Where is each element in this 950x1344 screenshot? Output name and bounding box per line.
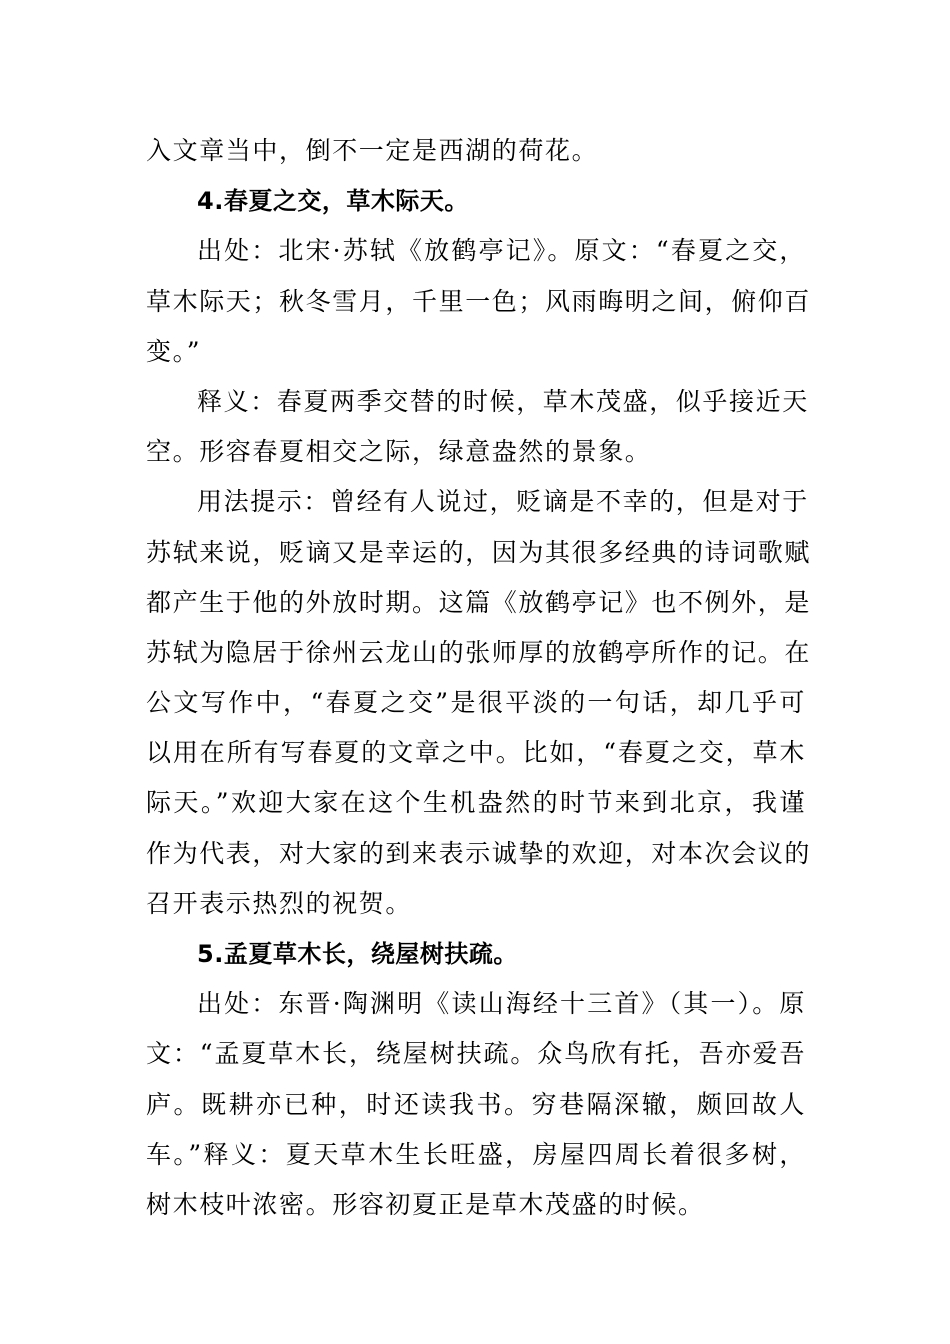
paragraph-line: 文：“孟夏草木长，绕屋树扶疏。众鸟欣有托，吾亦爱吾: [146, 1039, 806, 1069]
paragraph-line: 草木际天；秋冬雪月，千里一色；风雨晦明之间，俯仰百: [146, 286, 812, 316]
paragraph-line: 作为代表，对大家的到来表示诚挚的欢迎，对本次会议的: [146, 838, 812, 868]
paragraph-line: 苏轼为隐居于徐州云龙山的张师厚的放鹤亭所作的记。在: [146, 637, 812, 667]
paragraph-line: 释义：春夏两季交替的时候，草木茂盛，似乎接近天: [197, 386, 809, 416]
document-body: [146, 126, 812, 1230]
paragraph-line: 出处：东晋·陶渊明《读山海经十三首》（其一）。原: [197, 989, 806, 1019]
paragraph-line: 出处：北宋·苏轼《放鹤亭记》。原文：“春夏之交，: [197, 236, 806, 266]
paragraph-line: 车。”释义：夏天草木生长旺盛，房屋四周长着很多树，: [146, 1139, 806, 1169]
paragraph-line: 庐。既耕亦已种，时还读我书。穷巷隔深辙，颇回故人: [146, 1089, 806, 1119]
paragraph-line: 都产生于他的外放时期。这篇《放鹤亭记》也不例外，是: [146, 587, 812, 617]
paragraph-line: 空。形容春夏相交之际，绿意盎然的景象。: [146, 437, 652, 467]
section-heading-4: 4.春夏之交，草木际天。: [197, 187, 469, 216]
paragraph-line: 苏轼来说，贬谪又是幸运的，因为其很多经典的诗词歌赋: [146, 537, 812, 567]
paragraph-line: 变。”: [146, 336, 202, 366]
section-heading-5: 5.孟夏草木长，绕屋树扶疏。: [197, 940, 518, 968]
paragraph-line: 入文章当中，倒不一定是西湖的荷花。: [146, 136, 599, 165]
paragraph-line: 树木枝叶浓密。形容初夏正是草木茂盛的时候。: [146, 1189, 705, 1219]
paragraph-line: 公文写作中，“春夏之交”是很平淡的一句话，却几乎可: [146, 688, 806, 718]
paragraph-line: 用法提示：曾经有人说过，贬谪是不幸的，但是对于: [197, 487, 809, 517]
paragraph-line: 际天。”欢迎大家在这个生机盎然的时节来到北京，我谨: [146, 788, 806, 818]
paragraph-line: 召开表示热烈的祝贺。: [146, 888, 413, 918]
paragraph-line: 以用在所有写春夏的文章之中。比如，“春夏之交，草木: [146, 738, 806, 768]
